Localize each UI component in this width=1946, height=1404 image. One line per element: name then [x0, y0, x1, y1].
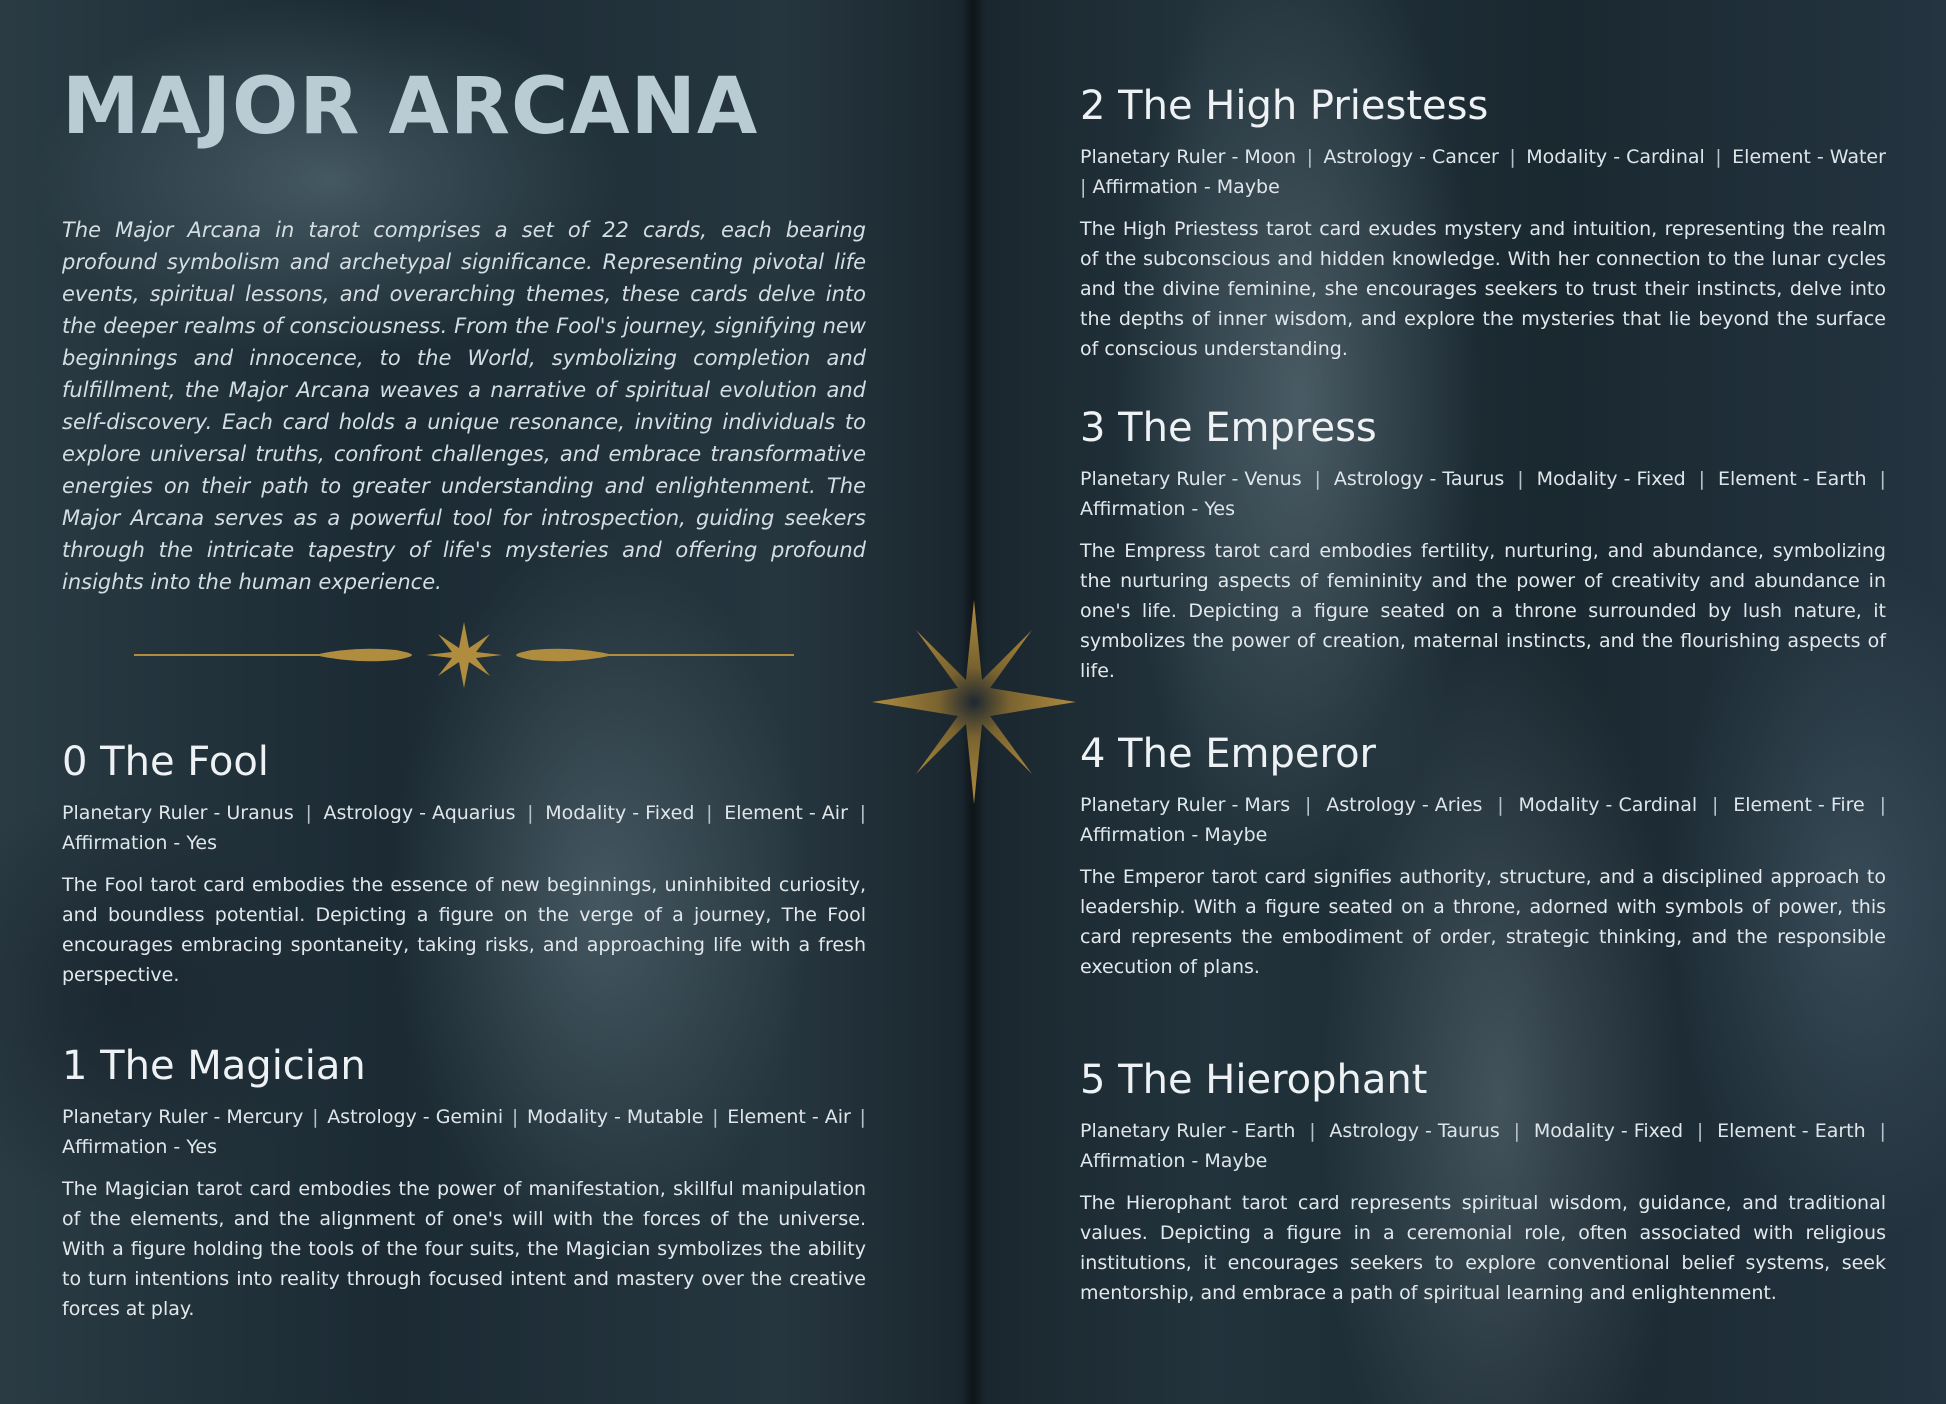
- attr-modality: Modality - Cardinal: [1518, 794, 1698, 816]
- ornamental-divider: [134, 620, 794, 690]
- attr-astrology: Astrology - Gemini: [327, 1106, 504, 1128]
- card-description: The Emperor tarot card signifies authority, structure, and a disciplined approach to leadership. With a figure seated on a throne, adorned with symbols of power, this card represents the embodiment of order, strategic thinking, and the responsible execution of plans.: [1080, 866, 1886, 978]
- attr-modality: Modality - Fixed: [1536, 468, 1686, 490]
- attr-affirmation: Affirmation - Maybe: [1080, 824, 1268, 846]
- attr-affirmation: Affirmation - Yes: [62, 1136, 217, 1158]
- attr-astrology: Astrology - Taurus: [1329, 1120, 1500, 1142]
- card-description: The Empress tarot card embodies fertility, nurturing, and abundance, symbolizing the nurturing aspects of femininity and the power of creativity and abundance in one's life. Depicting a figure seated on a throne surrounded by lush nature, it symbolizes the power of creation, maternal instincts, and the flourishing aspects of life.: [1080, 540, 1886, 682]
- attr-element: Element - Water: [1732, 146, 1886, 168]
- card-the-emperor: [1080, 730, 1886, 982]
- attr-element: Element - Fire: [1733, 794, 1865, 816]
- card-attributes: Planetary Ruler - Mercury | Astrology - Gemini | Modality - Mutable | Element - Air | Affirmation - Yes: [62, 1102, 866, 1162]
- star-icon: [426, 622, 502, 688]
- attr-modality: Modality - Fixed: [1533, 1120, 1684, 1142]
- attr-planetary-ruler: Planetary Ruler - Mercury: [62, 1106, 304, 1128]
- attr-modality: Modality - Cardinal: [1526, 146, 1705, 168]
- attr-affirmation: Affirmation - Maybe: [1080, 1150, 1268, 1172]
- card-attributes: Planetary Ruler - Moon | Astrology - Cancer | Modality - Cardinal | Element - Water | Affirmation - Maybe: [1080, 142, 1886, 202]
- attr-element: Element - Air: [727, 1106, 851, 1128]
- attr-astrology: Astrology - Aries: [1326, 794, 1483, 816]
- card-description: The Hierophant tarot card represents spiritual wisdom, guidance, and traditional values. Depicting a figure in a ceremonial role, often associated with religious institutions, it encourages seekers to explore conventional belief systems, seek mentorship, and embrace a path of spiritual learning and enlightenment.: [1080, 1192, 1886, 1304]
- attr-planetary-ruler: Planetary Ruler - Earth: [1080, 1120, 1296, 1142]
- attr-astrology: Astrology - Cancer: [1323, 146, 1499, 168]
- attr-affirmation: Affirmation - Yes: [1080, 498, 1235, 520]
- card-heading: 1 The Magician: [62, 1043, 366, 1089]
- card-description: The Magician tarot card embodies the power of manifestation, skillful manipulation of the elements, and the alignment of one's will with the forces of the universe. With a figure holding the tools of the four suits, the Magician symbolizes the ability to turn intentions into reality through focused intent and mastery over the creative forces at play.: [62, 1178, 866, 1320]
- attr-planetary-ruler: Planetary Ruler - Mars: [1080, 794, 1291, 816]
- attr-affirmation: Affirmation - Maybe: [1092, 176, 1280, 198]
- card-the-magician: [62, 1042, 866, 1324]
- card-attributes: Planetary Ruler - Venus | Astrology - Taurus | Modality - Fixed | Element - Earth | Affirmation - Yes: [1080, 464, 1886, 524]
- intro-paragraph: The Major Arcana in tarot comprises a set of 22 cards, each bearing profound symbolism and archetypal significance. Representing pivotal life events, spiritual lessons, and overarching themes, these cards delve into the deeper realms of consciousness. From the Fool's journey, signifying new beginnings and innocence, to the World, symbolizing completion and fulfillment, the Major Arcana weaves a narrative of spiritual evolution and self-discovery. Each card holds a unique resonance, inviting individuals to explore universal truths, confront challenges, and embrace transformative energies on their path to greater understanding and enlightenment. The Major Arcana serves as a powerful tool for introspection, guiding seekers through the intricate tapestry of life's mysteries and offering profound insights into the human experience.: [62, 218, 866, 594]
- attr-planetary-ruler: Planetary Ruler - Moon: [1080, 146, 1297, 168]
- card-heading: 3 The Empress: [1080, 405, 1377, 451]
- card-the-high-priestess: [1080, 82, 1886, 364]
- card-heading: 4 The Emperor: [1080, 731, 1376, 777]
- card-heading: 2 The High Priestess: [1080, 83, 1489, 129]
- card-the-empress: [1080, 404, 1886, 686]
- attr-modality: Modality - Fixed: [545, 802, 695, 824]
- star-icon: [872, 600, 1076, 804]
- attr-astrology: Astrology - Taurus: [1333, 468, 1505, 490]
- card-heading: 5 The Hierophant: [1080, 1057, 1428, 1103]
- card-heading: 0 The Fool: [62, 739, 269, 785]
- card-the-fool: [62, 738, 866, 990]
- attr-element: Element - Earth: [1718, 468, 1867, 490]
- card-attributes: Planetary Ruler - Uranus | Astrology - Aquarius | Modality - Fixed | Element - Air | Affirmation - Yes: [62, 798, 866, 858]
- attr-astrology: Astrology - Aquarius: [323, 802, 516, 824]
- card-description: The High Priestess tarot card exudes mystery and intuition, representing the realm of the subconscious and hidden knowledge. With her connection to the lunar cycles and the divine feminine, she encourages seekers to trust their instincts, delve into the depths of inner wisdom, and explore the mysteries that lie beyond the surface of conscious understanding.: [1080, 218, 1886, 360]
- attr-affirmation: Affirmation - Yes: [62, 832, 217, 854]
- attr-element: Element - Air: [724, 802, 848, 824]
- card-attributes: Planetary Ruler - Mars | Astrology - Aries | Modality - Cardinal | Element - Fire | Affirmation - Maybe: [1080, 790, 1886, 850]
- card-attributes: Planetary Ruler - Earth | Astrology - Taurus | Modality - Fixed | Element - Earth | Affirmation - Maybe: [1080, 1116, 1886, 1176]
- card-description: The Fool tarot card embodies the essence of new beginnings, uninhibited curiosity, and boundless potential. Depicting a figure on the verge of a journey, The Fool encourages embracing spontaneity, taking risks, and approaching life with a fresh perspective.: [62, 874, 866, 986]
- attr-element: Element - Earth: [1717, 1120, 1866, 1142]
- attr-planetary-ruler: Planetary Ruler - Uranus: [62, 802, 294, 824]
- attr-modality: Modality - Mutable: [526, 1106, 704, 1128]
- page-title: MAJOR ARCANA: [62, 62, 759, 152]
- attr-planetary-ruler: Planetary Ruler - Venus: [1080, 468, 1302, 490]
- card-the-hierophant: [1080, 1056, 1886, 1308]
